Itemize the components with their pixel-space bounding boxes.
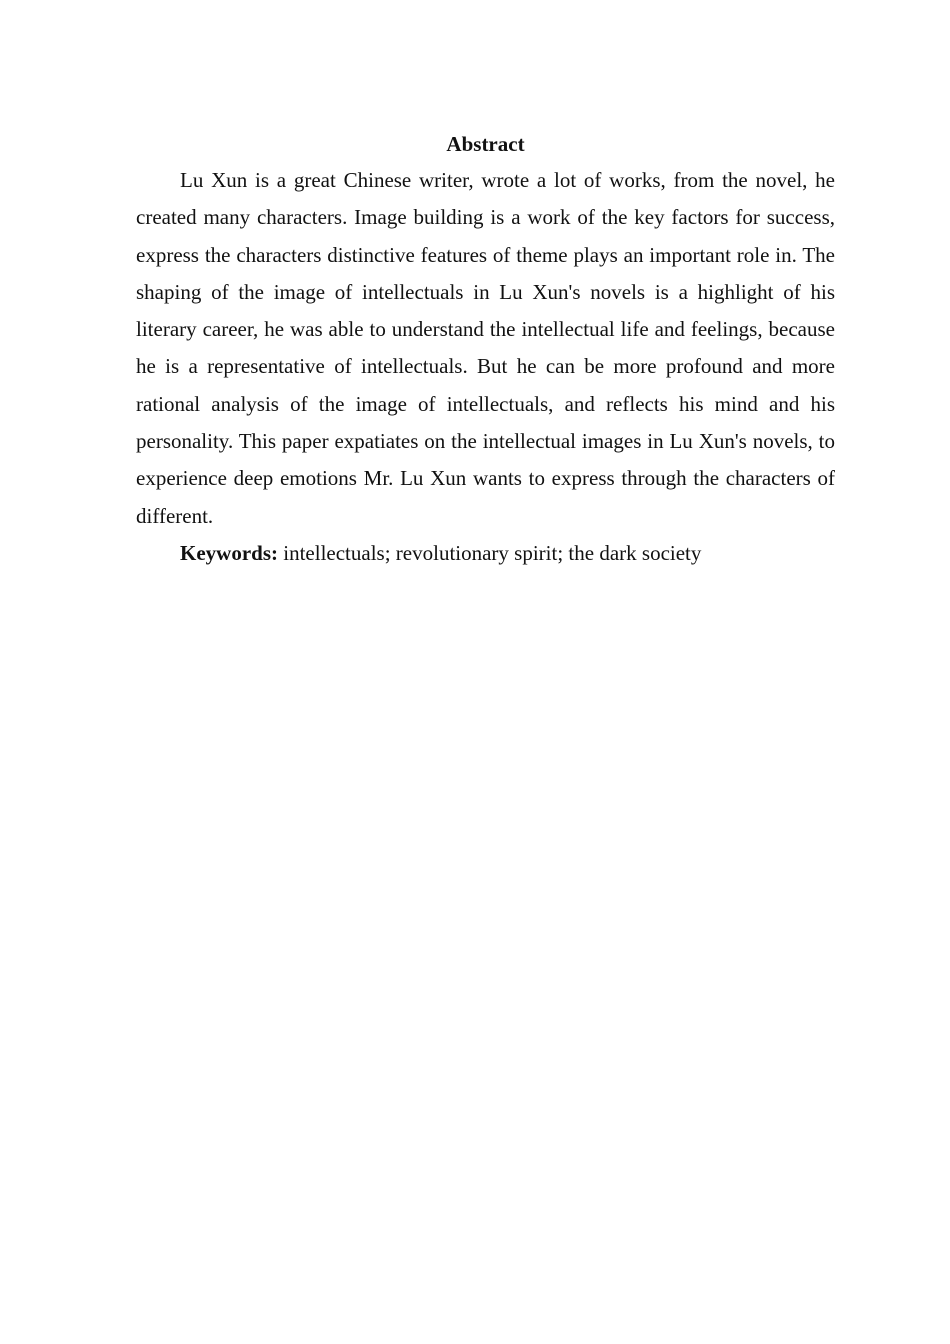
abstract-title: Abstract [446, 132, 525, 156]
keywords-list: intellectuals; revolutionary spirit; the dark society [278, 540, 702, 565]
keywords-line [136, 535, 835, 572]
abstract-body: Lu Xun is a great Chinese writer, wrote a lot of works, from the novel, he created many characters. Image building is a work of the key factors for success, express the characters distinctive features of theme plays an important role in. The shaping of the image of intellectuals in Lu Xun's novels is a highlight of his literary career, he was able to understand the intellectual life and feelings, because he is a representative of intellectuals. But he can be more profound and more rational analysis of the image of intellectuals, and reflects his mind and his personality. This paper expatiates on the intellectual images in Lu Xun's novels, to experience deep emotions Mr. Lu Xun wants to express through the characters of different. [136, 168, 835, 528]
keywords-label: Keywords: [180, 540, 278, 565]
